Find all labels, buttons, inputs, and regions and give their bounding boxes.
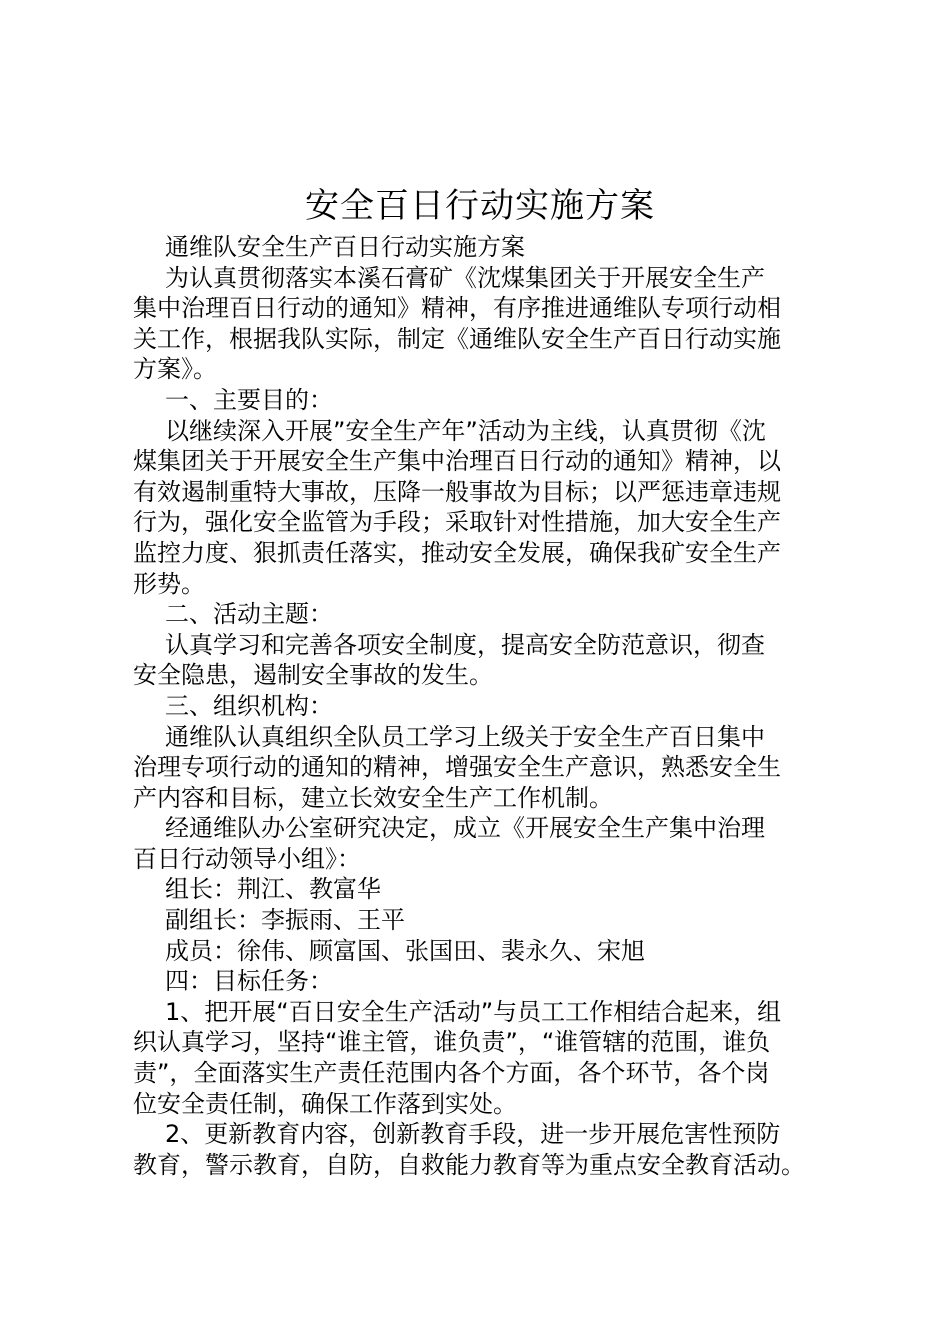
document-body [133, 232, 833, 1180]
body-line: 监控力度、狠抓责任落实，推动安全发展，确保我矿安全生产 [133, 538, 781, 567]
body-line: 集中治理百日行动的通知》精神，有序推进通维队专项行动相 [133, 294, 781, 323]
body-line: 1、把开展“百日安全生产活动”与员工工作相结合起来，组 [165, 997, 782, 1026]
body-line: 有效遏制重特大事故，压降一般事故为目标；以严惩违章违规 [133, 477, 781, 506]
body-line: 行为，强化安全监管为手段；采取针对性措施，加大安全生产 [133, 508, 781, 537]
body-line: 煤集团关于开展安全生产集中治理百日行动的通知》精神，以 [133, 447, 781, 476]
body-line: 二、活动主题： [165, 600, 333, 629]
body-line: 教育，警示教育，自防，自救能力教育等为重点安全教育活动。 [133, 1150, 805, 1179]
body-line: 关工作，根据我队实际，制定《通维队安全生产百日行动实施 [133, 324, 781, 353]
body-line: 经通维队办公室研究决定，成立《开展安全生产集中治理 [165, 814, 765, 843]
body-line: 通维队认真组织全队员工学习上级关于安全生产百日集中 [165, 722, 765, 751]
body-line: 位安全责任制，确保工作落到实处。 [133, 1089, 517, 1118]
body-line: 以继续深入开展”安全生产年”活动为主线，认真贯彻《沈 [165, 416, 766, 445]
document-title: 安全百日行动实施方案 [305, 186, 655, 226]
body-line: 三、组织机构： [165, 691, 333, 720]
body-line: 百日行动领导小组》： [133, 844, 361, 873]
body-line: 责”，全面落实生产责任范围内各个方面，各个环节，各个岗 [133, 1059, 770, 1088]
body-line: 形势。 [133, 569, 205, 598]
body-line: 认真学习和完善各项安全制度，提高安全防范意识，彻查 [165, 630, 765, 659]
body-line: 成员：徐伟、顾富国、张国田、裴永久、宋旭 [165, 936, 645, 965]
body-line: 组长：荆江、教富华 [165, 875, 381, 904]
body-line: 治理专项行动的通知的精神，增强安全生产意识，熟悉安全生 [133, 753, 781, 782]
body-line: 织认真学习，坚持“谁主管，谁负责”，“谁管辖的范围，谁负 [133, 1028, 771, 1057]
body-line: 方案》。 [133, 355, 217, 384]
body-line: 安全隐患，遏制安全事故的发生。 [133, 661, 493, 690]
body-line: 一、主要目的： [165, 385, 333, 414]
body-line: 四：目标任务： [165, 967, 333, 996]
body-line: 通维队安全生产百日行动实施方案 [165, 233, 525, 261]
body-line: 为认真贯彻落实本溪石膏矿《沈煤集团关于开展安全生产 [165, 263, 765, 292]
body-line: 副组长：李振雨、王平 [165, 906, 405, 935]
body-line: 2、更新教育内容，创新教育手段，进一步开展危害性预防 [165, 1120, 781, 1149]
body-line: 产内容和目标，建立长效安全生产工作机制。 [133, 783, 613, 812]
